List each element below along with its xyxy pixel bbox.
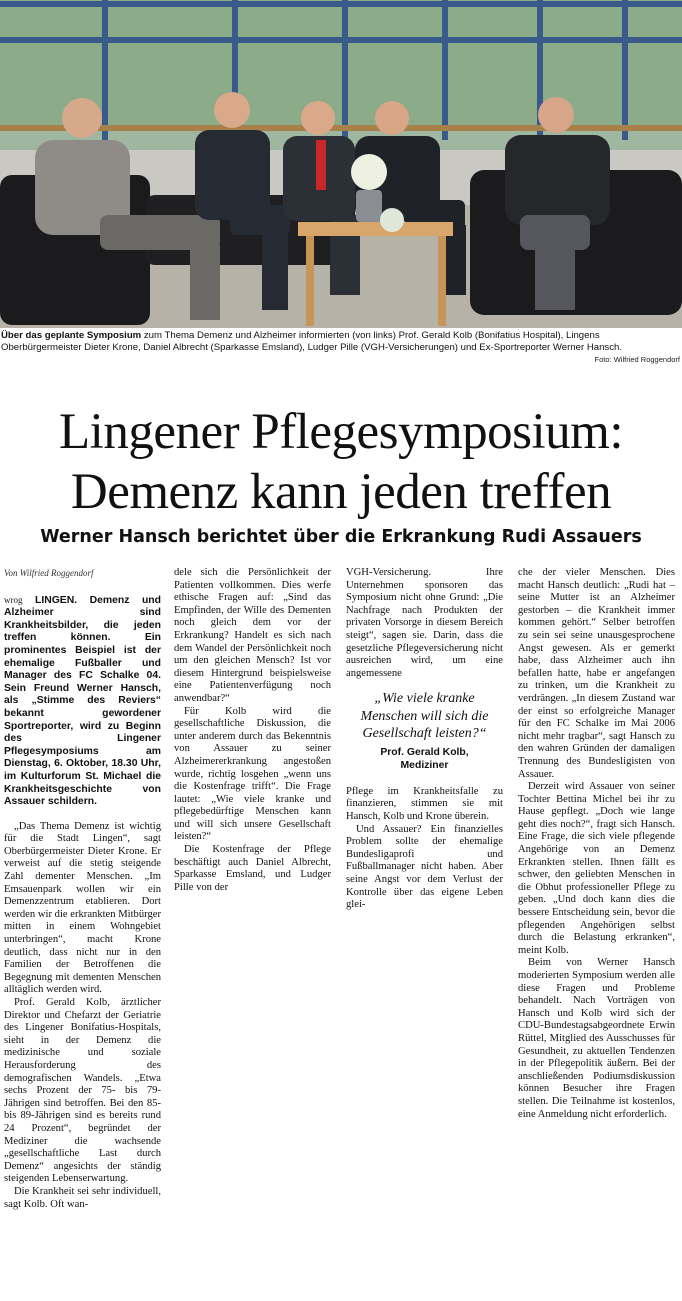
paragraph: Beim von Werner Hansch moderierten Symposium werden alle diese Fragen und Probleme behandelt. Nach Vorträgen von Hansch und Kolb wird sich der CDU-Bundestagsabgeordnete Erwin Rüttel, Mitglied des Ausschusses für Gesundheit, zu aktuellen Tendenzen in der Pflegepolitik äußern. Bei der anschließenden Podiumsdiskussion können Besucher ihre Fragen stellen. Die Teilnahme ist kostenlos, eine Anmeldung nicht erforderlich. <box>518 957 675 1120</box>
paragraph: Die Krankheit sei sehr individuell, sagt Kolb. Oft wan- <box>4 1185 161 1210</box>
pull-quote <box>346 690 503 772</box>
subheadline: Werner Hansch berichtet über die Erkrankung Rudi Assauers <box>40 527 642 547</box>
paragraph: Prof. Gerald Kolb, ärztlicher Direktor und Chefarzt der Geriatrie des Lingener Bonifatius-Hospitals, sieht in der Demenz die medizinische und soziale Herausforderung des demografischen Wandels. „Etwa sechs Prozent der 75- bis 79-Jährigen sind betroffen. Bei den 85- bis 89-Jährigen sind es bereits rund 24 Prozent“, begründet der Mediziner die wachsende „gesellschaftliche Last durch Demenz“ angesichts der ständig steigenden Lebenserwartung. <box>4 997 161 1185</box>
paragraph: che der vieler Menschen. Dies macht Hansch deutlich: „Rudi hat – seine Mutter ist an Alzheimer gestorben – die Krankheit immer kommen gehört.“ Selber betroffen zu sein sei seine unausgesprochene Angst gewesen. Als er gemerkt habe, dass Alzheimer auch ihn befallen hatte, habe er angefangen zu trinken, um die Krankheit zu verdrängen. „In diesem Zustand war der einst so erfolgreiche Manager für den FC Schalke im Mai 2006 nicht mehr tragbar“, sagt Hansch zu den wahren Gründen der damaligen Trennung des Bundesligisten von Assauer. <box>518 567 675 780</box>
paragraph: Und Assauer? Ein finanzielles Problem sollte der ehemalige Bundesligaprofi und Fußballmanager nicht haben. Aber seine Angst vor dem Verlust der Kontrolle über das eigene Leben glei- <box>346 823 503 911</box>
pull-quote-text: „Wie viele kranke Menschen will sich die Gesellschaft leisten?“ <box>360 691 489 742</box>
lead-text: LINGEN. Demenz und Alzheimer sind Krankheitsbilder, die jeden treffen können. Ein prominentes Beispiel ist der ehemalige Fußballer und Manager des FC Schalke 04. Sein Freund Werner Hansch, als „Stimme des Reviers“ bekannt gewordener Sportreporter, wird zu Beginn des Lingener Pflegesymposiums am Dienstag, 6. Oktober, 18.30 Uhr, im Kulturforum St. Michael die Krankheitsgeschichte von Assauer schildern. <box>4 594 161 808</box>
byline: Von Wilfried Roggendorf <box>4 568 94 578</box>
headline-line-2: Demenz kann jeden treffen <box>70 464 612 520</box>
article-column-1 <box>4 567 161 1211</box>
group-photo <box>0 0 682 328</box>
article-column-3 <box>346 567 503 912</box>
caption-lead: Über das geplante Symposium <box>1 330 142 341</box>
photo-caption <box>1 330 681 355</box>
headline-line-1: Lingener Pflegesymposium: <box>59 404 623 460</box>
article-column-2 <box>174 567 331 894</box>
paragraph: VGH-Versicherung. Ihre Unternehmen sponsoren das Symposium nicht ohne Grund: „Die Nachfrage nach Produkten der privaten Vorsorge in diesem Bereich steigt“, sagen sie. Darin, dass die gesetzliche Pflegeversicherung nicht ausreichen wird, um eine angemessene <box>346 567 503 679</box>
photo-illustration <box>0 0 682 328</box>
photo-credit: Foto: Wilfried Roggendorf <box>594 355 680 364</box>
caption-text: zum Thema Demenz und Alzheimer informierten (von links) Prof. Gerald Kolb (Bonifatius Hospital), Lingens Oberbürgermeister Dieter Krone, Daniel Albrecht (Sparkasse Emsland), Ludger Pille (VGH-Versicherungen) und Ex-Sportreporter Werner Hansch. <box>1 330 623 354</box>
paragraph: „Das Thema Demenz ist wichtig für die Stadt Lingen“, sagt Oberbürgermeister Dieter Krone. Er verweist auf die stetig steigende Zahl dementer Menschen. „Im Emsauenpark wollen wir ein Demenzzentrum etablieren. Dort werden wir die erkrankten Mitbürger mitten in einem Wohngebiet unterbringen“, macht Krone deutlich, dass nicht nur in den Familien der Betroffenen die Begegnung mit dementen Menschen alltäglich werden wird. <box>4 820 161 996</box>
paragraph: Die Kostenfrage der Pflege beschäftigt auch Daniel Albrecht, Sparkasse Emsland, und Ludger Pille von der <box>174 844 331 893</box>
paragraph: Pflege im Krankheitsfalle zu finanzieren, stimmen sie mit Hansch, Kolb und Krone überein. <box>346 785 503 823</box>
author-tag: wrog <box>4 594 23 605</box>
article-column-4 <box>518 567 675 1121</box>
paragraph: Für Kolb wird die gesellschaftliche Diskussion, die unter anderem durch das Bekenntnis von Assauer zu seiner Alzheimererkrankung angestoßen wurde, richtig losgehen „wenn uns die Kostenfrage trifft“. Die Frage lautet: „Wie viele kranke und pflegebedürftige Menschen kann und will sich unsere Gesellschaft leisten?“ <box>174 705 331 843</box>
paragraph: dele sich die Persönlichkeit der Patienten vollkommen. Dies werfe ethische Fragen auf: „Sind das Empfinden, der Wille des Dementen noch gleich dem vor der Erkrankung? Handelt es sich nach dem Wandel der Persönlichkeit noch um den gleichen Mensch? Ist vor diesem Hintergrund beispielsweise eine Patientenverfügung noch anwendbar?“ <box>174 567 331 704</box>
pull-quote-author: Prof. Gerald Kolb, <box>380 746 469 758</box>
paragraph: Derzeit wird Assauer von seiner Tochter Bettina Michel bei ihr zu Hause gepflegt. „Doch wie lange geht dies noch?“, fragt sich Hansch. Eine Frage, die sich viele pflegende Angehörige von an Demenz Erkrankten stellen. Ihnen fällt es schwer, den geliebten Menschen in die Obhut professioneller Pflege zu geben. „Und doch kann dies die bessere Entscheidung sein, bevor die pflegenden Angehörigen selbst durch die Belastung erkranken“, meint Kolb. <box>518 781 675 956</box>
lead-paragraph <box>4 594 161 809</box>
pull-quote-role: Mediziner <box>400 759 449 771</box>
